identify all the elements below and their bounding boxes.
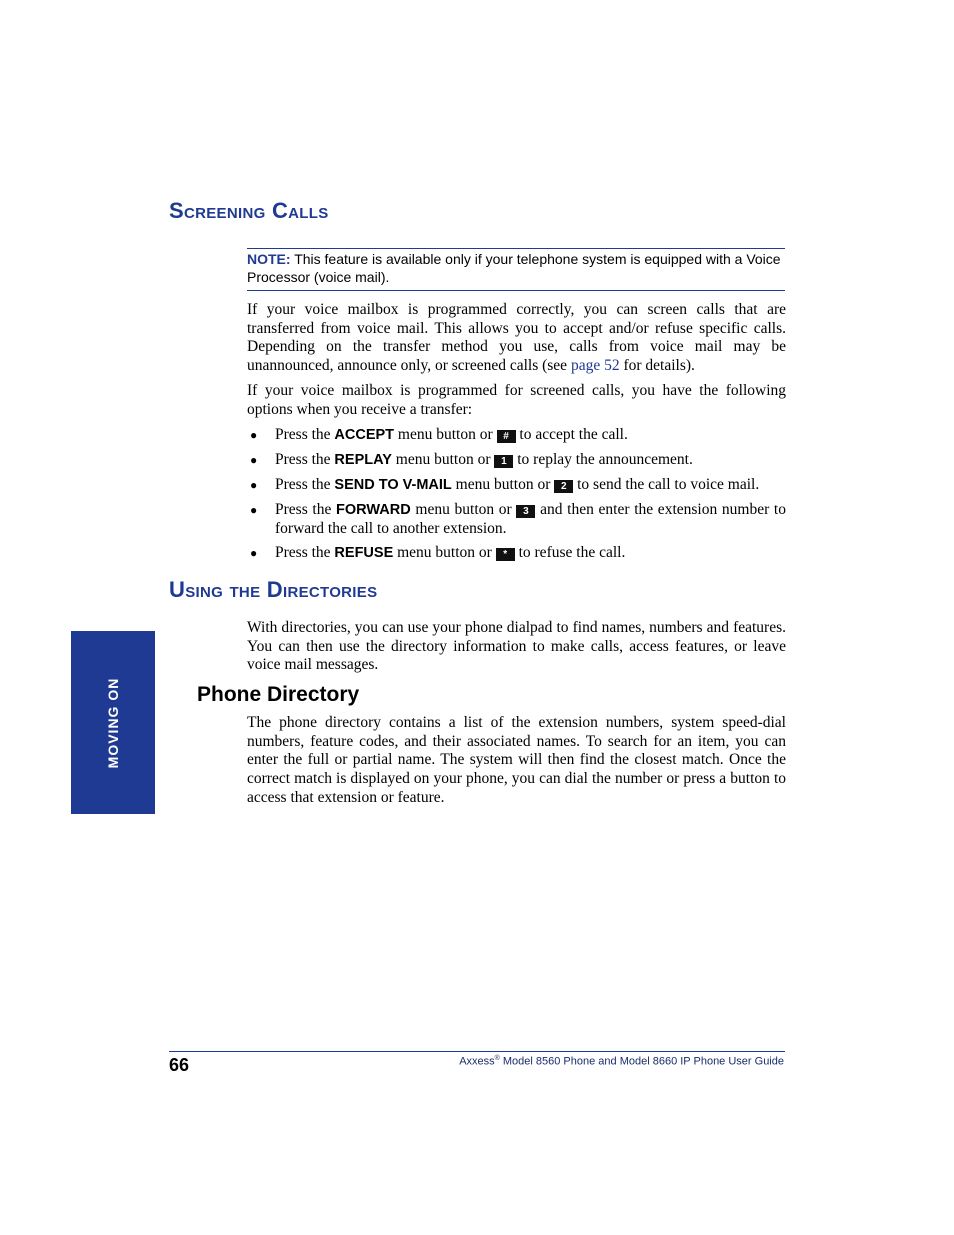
bullet-text: menu button or [410, 501, 517, 518]
footer-guide-title [459, 1055, 784, 1068]
star-key-icon: * [496, 548, 515, 561]
footer-rule [169, 1051, 785, 1052]
bullet-send-to-vmail [250, 476, 786, 495]
bullet-dot: ● [250, 546, 258, 560]
note-top-rule [247, 248, 785, 249]
bullet-text: menu button or [391, 451, 495, 468]
bullet-text: Press the [275, 451, 335, 468]
bullet-text: to replay the announcement. [513, 451, 693, 468]
note-label: NOTE: [247, 251, 291, 267]
screening-options-paragraph: If your voice mailbox is programmed for screened calls, you have the following options when you receive a transfer: [247, 382, 786, 418]
bullet-text: Press the [275, 501, 337, 518]
bullet-refuse [250, 544, 786, 563]
key-1-icon: 1 [494, 455, 513, 468]
bullet-dot: ● [250, 478, 258, 492]
bullet-forward [250, 501, 786, 538]
directories-intro-paragraph: With directories, you can use your phone dialpad to find names, numbers and features. You can then use the directory information to make calls, access features, or leave voice mail messages. [247, 619, 786, 674]
paragraph-text: If your voice mailbox is programmed correctly, you can screen calls that are transferred from voice mail. This allows you to accept and/or refuse specific calls. Depending on the transfer method you use, calls from voice mail may be unannounced, announce only, or screened calls (see [247, 301, 786, 375]
bullet-text: Press the [275, 426, 335, 443]
phone-directory-paragraph: The phone directory contains a list of the extension numbers, system speed-dial numbers, feature codes, and their associated names. To search for an item, you can enter the full or partial name. The system will then find the closest match. Once the correct match is displayed on your phone, you can dial the number or press a button to access that extension or feature. [247, 714, 786, 806]
refuse-keyword: REFUSE [334, 545, 394, 561]
chapter-tab-label: MOVING ON [105, 677, 121, 768]
bullet-dot: ● [250, 503, 258, 517]
bullet-text: menu button or [394, 426, 497, 443]
registered-mark: ® [494, 1055, 500, 1062]
page-number: 66 [169, 1055, 190, 1075]
key-2-icon: 2 [554, 480, 573, 493]
bullet-text: to accept the call. [515, 426, 628, 443]
key-3-icon: 3 [516, 505, 535, 518]
accept-keyword: ACCEPT [334, 427, 395, 443]
screening-intro-paragraph [247, 301, 786, 376]
bullet-accept [250, 426, 786, 445]
section-title-using-directories: Using the Directories [169, 577, 378, 602]
bullet-text: to refuse the call. [514, 544, 626, 561]
bullet-text: Press the [275, 476, 335, 493]
note-box [247, 250, 787, 286]
note-bottom-rule [247, 290, 785, 291]
note-text: This feature is available only if your telephone system is equipped with a Voice Processor (voice mail). [247, 251, 781, 285]
bullet-text: and then enter the extension number to forward the call to another extension. [275, 501, 786, 537]
bullet-dot: ● [250, 453, 258, 467]
pound-key-icon: # [497, 430, 516, 443]
page-link[interactable]: page 52 [570, 357, 620, 375]
replay-keyword: REPLAY [334, 452, 392, 468]
send-to-vmail-keyword: SEND TO V-MAIL [334, 477, 452, 493]
section-title-screening-calls: Screening Calls [169, 198, 329, 223]
footer-brand: Axxess [459, 1055, 495, 1068]
subsection-title-phone-directory: Phone Directory [197, 683, 360, 706]
bullet-replay [250, 451, 786, 470]
bullet-dot: ● [250, 428, 258, 442]
paragraph-text-end: for details). [619, 357, 695, 375]
chapter-side-tab [71, 631, 155, 814]
bullet-text: to send the call to voice mail. [573, 476, 760, 493]
bullet-text: menu button or [393, 544, 496, 561]
bullet-text: menu button or [451, 476, 555, 493]
bullet-text: Press the [275, 544, 335, 561]
footer-title-text: Model 8560 Phone and Model 8660 IP Phone User Guide [499, 1055, 784, 1068]
forward-keyword: FORWARD [336, 502, 411, 518]
